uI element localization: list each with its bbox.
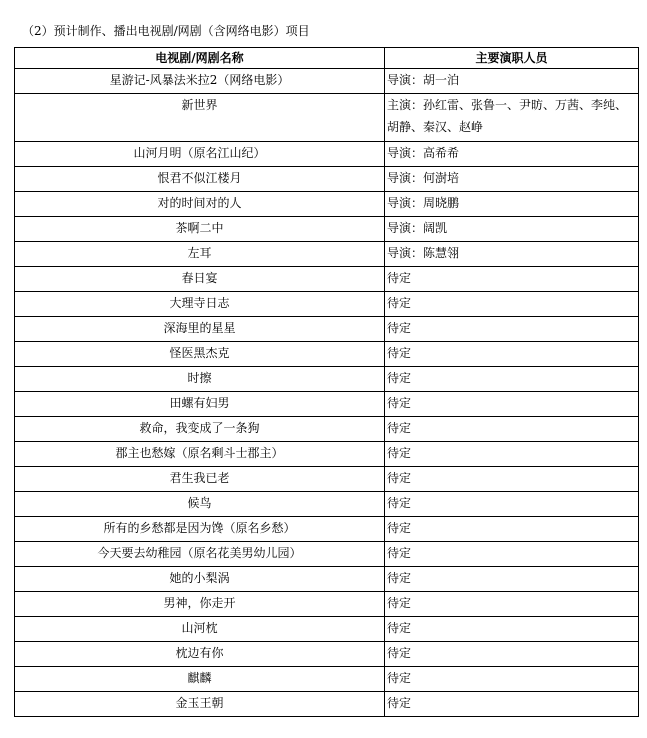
project-title-cell: 男神，你走开 [15, 592, 385, 617]
project-cast-cell: 待定 [385, 492, 639, 517]
project-title-cell: 恨君不似江楼月 [15, 167, 385, 192]
project-title-cell: 深海里的星星 [15, 317, 385, 342]
project-title-cell: 星游记-风暴法米拉2（网络电影） [15, 69, 385, 94]
table-row [15, 567, 639, 592]
project-title-cell: 茶啊二中 [15, 217, 385, 242]
project-cast-cell: 待定 [385, 592, 639, 617]
project-title-cell: 怪医黑杰克 [15, 342, 385, 367]
table-row [15, 692, 639, 717]
project-cast-cell: 待定 [385, 542, 639, 567]
project-title-cell: 郡主也愁嫁（原名剩斗士郡主） [15, 442, 385, 467]
table-row [15, 242, 639, 267]
table-row [15, 642, 639, 667]
project-title-cell: 山河月明（原名江山纪） [15, 142, 385, 167]
table-row [15, 317, 639, 342]
project-cast-cell: 导演：阔凯 [385, 217, 639, 242]
project-title-cell: 今天要去幼稚园（原名花美男幼儿园） [15, 542, 385, 567]
project-title-cell: 春日宴 [15, 267, 385, 292]
project-title-cell: 新世界 [15, 94, 385, 142]
project-cast-cell: 待定 [385, 617, 639, 642]
project-title-cell: 她的小梨涡 [15, 567, 385, 592]
section-caption: （2）预计制作、播出电视剧/网剧（含网络电影）项目 [22, 24, 310, 38]
table-row [15, 617, 639, 642]
project-cast-cell: 待定 [385, 667, 639, 692]
project-title-cell: 枕边有你 [15, 642, 385, 667]
table-row [15, 94, 639, 142]
project-title-cell: 君生我已老 [15, 467, 385, 492]
table-row [15, 342, 639, 367]
table-row [15, 492, 639, 517]
project-cast-cell: 待定 [385, 392, 639, 417]
project-title-cell: 对的时间对的人 [15, 192, 385, 217]
project-cast-cell: 待定 [385, 517, 639, 542]
project-cast-cell: 导演：陈慧翎 [385, 242, 639, 267]
table-row [15, 192, 639, 217]
project-title-cell: 候鸟 [15, 492, 385, 517]
project-title-cell: 麒麟 [15, 667, 385, 692]
project-cast-cell: 导演：胡一泊 [385, 69, 639, 94]
project-cast-cell: 待定 [385, 367, 639, 392]
table-row [15, 142, 639, 167]
project-cast-cell: 待定 [385, 567, 639, 592]
table-row [15, 69, 639, 94]
column-header-title: 电视剧/网剧名称 [15, 48, 385, 69]
table-row [15, 217, 639, 242]
project-cast-cell: 待定 [385, 292, 639, 317]
project-title-cell: 时擦 [15, 367, 385, 392]
table-header-row [15, 48, 639, 69]
project-cast-cell: 导演：周晓鹏 [385, 192, 639, 217]
project-cast-cell: 待定 [385, 442, 639, 467]
project-cast-cell: 待定 [385, 267, 639, 292]
project-title-cell: 救命，我变成了一条狗 [15, 417, 385, 442]
table-body [15, 69, 639, 717]
table-row [15, 167, 639, 192]
project-title-cell: 左耳 [15, 242, 385, 267]
project-title-cell: 所有的乡愁都是因为馋（原名乡愁） [15, 517, 385, 542]
table-row [15, 592, 639, 617]
table-row [15, 517, 639, 542]
project-cast-cell: 待定 [385, 692, 639, 717]
project-cast-cell: 待定 [385, 342, 639, 367]
table-row [15, 292, 639, 317]
project-cast-cell: 待定 [385, 642, 639, 667]
table-row [15, 417, 639, 442]
column-header-cast: 主要演职人员 [385, 48, 639, 69]
project-title-cell: 山河枕 [15, 617, 385, 642]
table-row [15, 392, 639, 417]
project-title-cell: 大理寺日志 [15, 292, 385, 317]
table-row [15, 542, 639, 567]
table-row [15, 442, 639, 467]
project-cast-cell: 待定 [385, 417, 639, 442]
project-cast-cell: 待定 [385, 317, 639, 342]
project-cast-cell: 导演：何澍培 [385, 167, 639, 192]
table-row [15, 367, 639, 392]
project-cast-cell: 主演：孙红雷、张鲁一、尹昉、万茜、李纯、胡静、秦汉、赵峥 [385, 94, 639, 142]
project-title-cell: 金玉王朝 [15, 692, 385, 717]
table-row [15, 267, 639, 292]
projects-table [14, 47, 639, 717]
table-row [15, 667, 639, 692]
table-row [15, 467, 639, 492]
project-cast-cell: 导演：高希希 [385, 142, 639, 167]
project-title-cell: 田螺有妇男 [15, 392, 385, 417]
project-cast-cell: 待定 [385, 467, 639, 492]
